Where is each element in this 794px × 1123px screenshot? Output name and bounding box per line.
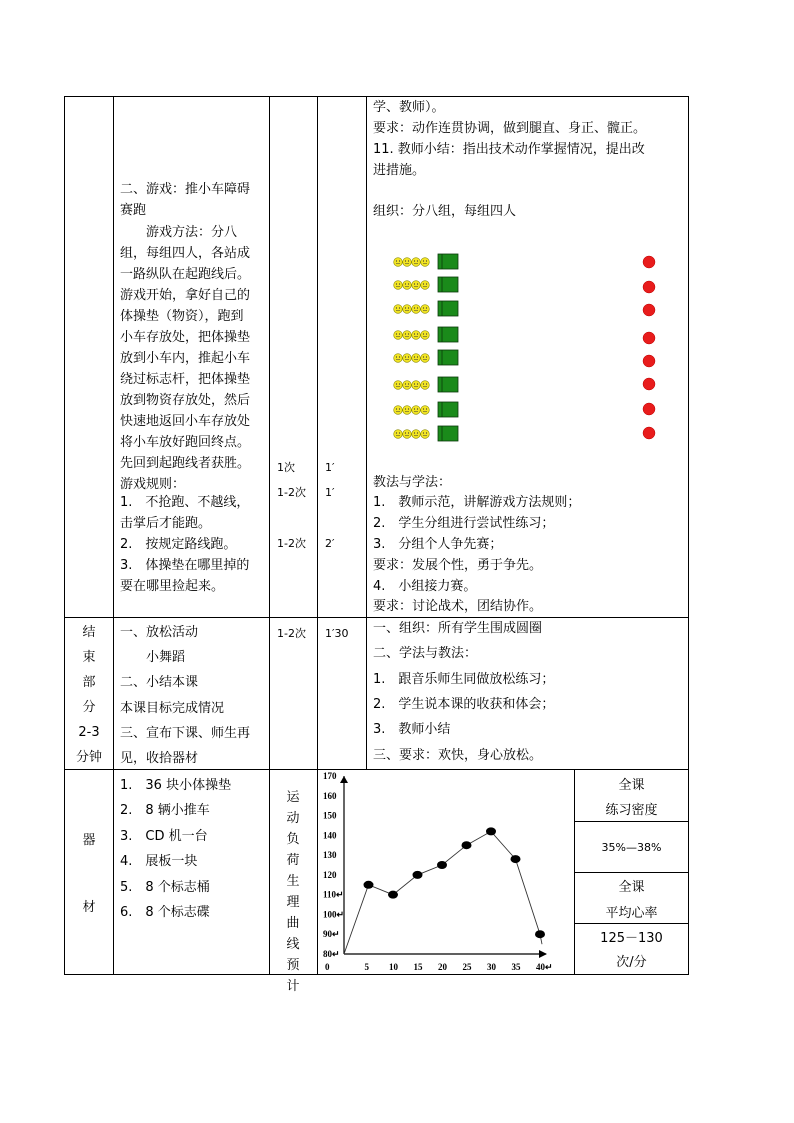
- marker-dot-icon: [643, 304, 655, 316]
- game-content-line: 组，每组四人，各站成: [120, 246, 251, 261]
- student-face-icon: [412, 406, 421, 415]
- game-content-line: 先回到起跑线者获胜。: [120, 456, 251, 471]
- method-line: 2. 学生分组进行尝试性练习；: [373, 516, 555, 531]
- end-method-line: 三、要求：欢快，身心放松。: [373, 748, 543, 763]
- x-tick-label: 5: [364, 962, 369, 972]
- game-content-line: 游戏开始，拿好自己的: [120, 288, 251, 303]
- x-tick-label: 20: [438, 962, 447, 972]
- student-face-icon: [394, 430, 403, 439]
- game-content-line: 3. 体操垫在哪里掉的: [120, 558, 250, 573]
- student-face-icon: [394, 381, 403, 390]
- mat-icon: [438, 350, 458, 365]
- marker-dot-icon: [643, 332, 655, 344]
- equipment-label-char: 材: [82, 900, 96, 915]
- game-content-line: 1. 不抢跑、不越线，: [120, 495, 250, 510]
- end-method-line: 一、组织：所有学生围成圆圈: [373, 621, 543, 636]
- x-tick-label: 0: [325, 962, 330, 972]
- student-face-icon: [412, 305, 421, 314]
- data-point: [388, 891, 398, 899]
- game-content-line: 快速地返回小车存放处: [120, 414, 251, 429]
- student-face-icon: [403, 381, 412, 390]
- student-face-icon: [394, 354, 403, 363]
- y-tick-label: 170: [323, 771, 337, 781]
- y-tick-label: 90↵: [323, 929, 340, 940]
- data-point: [364, 881, 374, 889]
- method-line: 11. 教师小结：指出技术动作掌握情况，提出改: [373, 142, 645, 157]
- x-tick-label: 10: [389, 962, 398, 972]
- x-tick-label: 35: [511, 962, 521, 972]
- game-content-line: 二、游戏：推小车障碍: [120, 182, 251, 197]
- game-content-line: 放到小车内，推起小车: [120, 351, 251, 366]
- student-face-icon: [394, 305, 403, 314]
- heart-rate-title: 平均心率: [605, 906, 658, 921]
- section-label-char: 分钟: [75, 750, 102, 765]
- student-face-icon: [394, 281, 403, 290]
- student-face-icon: [403, 354, 412, 363]
- end-method-line: 3. 教师小结: [373, 722, 451, 737]
- method-line: 学、教师）。: [373, 100, 445, 115]
- end-content-line: 二、小结本课: [120, 675, 199, 690]
- method-line: 1. 教师示范，讲解游戏方法规则；: [373, 495, 581, 510]
- y-tick-label: 120: [323, 869, 337, 880]
- marker-dot-icon: [643, 403, 655, 415]
- data-point: [462, 841, 472, 849]
- game-count: 1-2次: [277, 537, 306, 550]
- game-count: 1-2次: [277, 486, 306, 499]
- equipment-item: 2. 8 辆小推车: [120, 803, 210, 818]
- curve-label: 运动负荷生理曲线预计: [286, 790, 300, 994]
- y-tick-label: 140: [323, 830, 337, 841]
- game-content-line: 小车存放处，把体操垫: [120, 330, 251, 345]
- end-method-line: 1. 跟音乐师生同做放松练习；: [373, 672, 555, 687]
- marker-dot-icon: [643, 281, 655, 293]
- end-time: 1′30: [325, 627, 349, 640]
- data-point: [486, 827, 496, 835]
- student-face-icon: [403, 258, 412, 267]
- student-face-icon: [403, 331, 412, 340]
- student-face-icon: [421, 281, 430, 290]
- mat-icon: [438, 301, 458, 316]
- student-face-icon: [421, 258, 430, 267]
- method-line: 3. 分组个人争先赛；: [373, 537, 503, 552]
- heart-rate-line: [344, 831, 542, 954]
- y-tick-label: 110↵: [323, 889, 344, 900]
- x-tick-label: 15: [413, 962, 423, 972]
- student-face-icon: [421, 381, 430, 390]
- x-tick-label: 30: [487, 962, 496, 972]
- game-time: 1′: [325, 461, 335, 474]
- method-line: 进措施。: [373, 163, 426, 178]
- equipment-item: 6. 8 个标志碟: [120, 905, 210, 920]
- student-face-icon: [421, 305, 430, 314]
- student-face-icon: [394, 258, 403, 267]
- x-tick-label: 40↵: [536, 962, 553, 972]
- y-tick-label: 150: [323, 810, 337, 821]
- game-content-line: 2. 按规定路线跑。: [120, 537, 237, 552]
- method-line: 要求：发展个性，勇于争先。: [373, 558, 543, 573]
- game-content-line: 游戏规则：: [120, 477, 186, 492]
- mat-icon: [438, 426, 458, 441]
- y-tick-label: 80↵: [323, 949, 340, 959]
- section-label-char: 束: [82, 650, 96, 665]
- data-point: [437, 861, 447, 869]
- mat-icon: [438, 277, 458, 292]
- method-line: 4. 小组接力赛。: [373, 579, 477, 594]
- end-content-line: 见，收拾器材: [120, 751, 199, 766]
- heart-rate-value: 125－130: [600, 931, 663, 946]
- student-face-icon: [421, 406, 430, 415]
- method-line: 教法与学法：: [373, 475, 452, 490]
- mat-icon: [438, 402, 458, 417]
- end-method-line: 2. 学生说本课的收获和体会；: [373, 697, 555, 712]
- game-content-line: 要在哪里捡起来。: [120, 579, 225, 594]
- section-label-char: 结: [82, 625, 96, 640]
- student-face-icon: [394, 331, 403, 340]
- method-line: 要求：讨论战术，团结协作。: [373, 599, 543, 614]
- student-face-icon: [412, 258, 421, 267]
- student-face-icon: [403, 281, 412, 290]
- table-border-bottom: [64, 974, 688, 975]
- heart-rate-curve-chart: [318, 770, 574, 974]
- student-face-icon: [421, 354, 430, 363]
- game-time: 2′: [325, 537, 335, 550]
- game-content-line: 击掌后才能跑。: [120, 516, 212, 531]
- x-axis-arrow-icon: [539, 950, 547, 958]
- student-face-icon: [403, 430, 412, 439]
- end-method-line: 二、学法与教法：: [373, 646, 478, 661]
- student-face-icon: [421, 331, 430, 340]
- student-face-icon: [412, 354, 421, 363]
- game-content-line: 将小车放好跑回终点。: [120, 435, 251, 450]
- end-content-line: 小舞蹈: [120, 650, 186, 665]
- student-face-icon: [403, 406, 412, 415]
- y-axis-arrow-icon: [340, 776, 348, 783]
- end-content-line: 本课目标完成情况: [120, 701, 225, 716]
- game-content-line: 放到物资存放处，然后: [120, 393, 251, 408]
- marker-dot-icon: [643, 378, 655, 390]
- game-content-line: 赛跑: [120, 203, 147, 218]
- game-content-line: 体操垫（物资），跑到: [120, 309, 244, 324]
- game-content-line: 游戏方法：分八: [120, 225, 238, 240]
- table-border-right: [688, 96, 689, 975]
- marker-dot-icon: [643, 355, 655, 367]
- marker-dot-icon: [643, 256, 655, 268]
- marker-dot-icon: [643, 427, 655, 439]
- data-point: [535, 930, 545, 938]
- equipment-item: 3. CD 机一台: [120, 829, 208, 844]
- student-face-icon: [394, 406, 403, 415]
- heart-rate-unit: 次/分: [616, 955, 647, 970]
- student-face-icon: [412, 281, 421, 290]
- equipment-item: 5. 8 个标志桶: [120, 880, 210, 895]
- density-value: 35%—38%: [601, 841, 662, 854]
- density-title: 全课: [618, 778, 645, 793]
- student-face-icon: [412, 381, 421, 390]
- game-content-line: 一路纵队在起跑线后。: [120, 267, 251, 282]
- y-tick-label: 160: [323, 790, 337, 801]
- formation-diagram: [370, 240, 670, 450]
- game-content-line: 绕过标志杆，把体操垫: [120, 372, 251, 387]
- mat-icon: [438, 327, 458, 342]
- col-divider-4: [366, 96, 367, 770]
- method-line: 组织：分八组，每组四人: [373, 204, 517, 219]
- student-face-icon: [421, 430, 430, 439]
- end-content-line: 一、放松活动: [120, 625, 199, 640]
- student-face-icon: [403, 305, 412, 314]
- student-face-icon: [412, 331, 421, 340]
- y-tick-label: 130: [323, 850, 337, 861]
- equipment-item: 4. 展板一块: [120, 854, 198, 869]
- section-label-char: 部: [82, 675, 96, 690]
- col-divider-2: [269, 96, 270, 975]
- section-label-char: 2-3: [78, 725, 100, 740]
- mat-icon: [438, 254, 458, 269]
- equipment-item: 1. 36 块小体操垫: [120, 778, 232, 793]
- x-tick-label: 25: [462, 962, 472, 972]
- game-time: 1′: [325, 486, 335, 499]
- density-divider-1: [574, 821, 688, 822]
- mat-icon: [438, 377, 458, 392]
- game-count: 1次: [277, 461, 295, 474]
- section-label-char: 分: [82, 700, 96, 715]
- end-content-line: 三、宣布下课、师生再: [120, 726, 251, 741]
- density-divider-2: [574, 872, 688, 873]
- student-face-icon: [412, 430, 421, 439]
- method-line: 要求：动作连贯协调，做到腿直、身正、髋正。: [373, 121, 647, 136]
- density-title: 练习密度: [605, 803, 658, 818]
- equipment-label-char: 器: [82, 833, 96, 848]
- data-point: [413, 871, 423, 879]
- y-tick-label: 100↵: [323, 909, 345, 920]
- end-count: 1-2次: [277, 627, 306, 640]
- data-point: [511, 855, 521, 863]
- heart-rate-title: 全课: [618, 880, 645, 895]
